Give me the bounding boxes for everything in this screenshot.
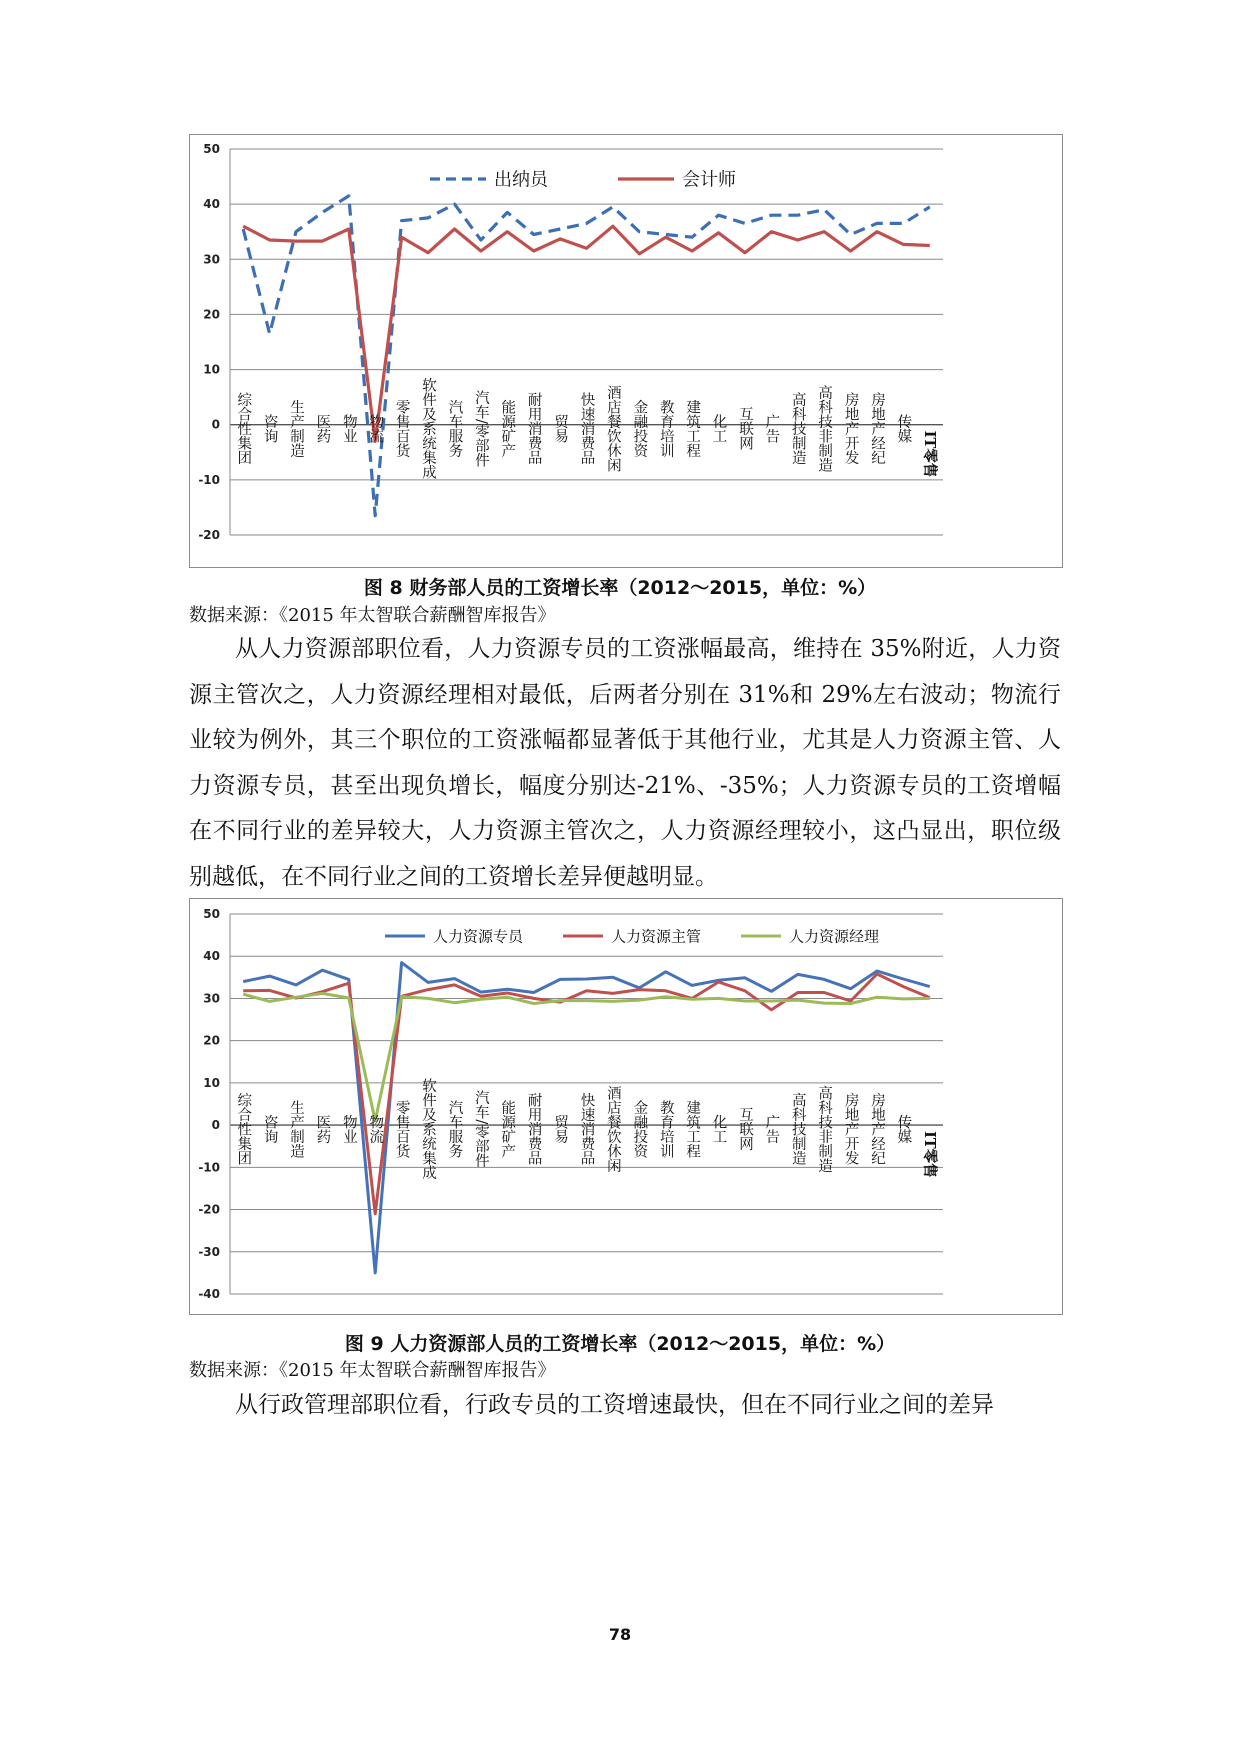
x-category-label: 物流: [367, 1114, 384, 1144]
x-category-label: 互联网: [736, 406, 753, 451]
x-category-label: 高科技制造: [789, 1092, 806, 1166]
line-chart-figure-8: [190, 135, 1062, 567]
page-number: 78: [608, 1625, 632, 1644]
x-category-label: IT零售: [920, 430, 938, 478]
x-category-label: 化工: [710, 414, 727, 444]
x-category-label: 医药: [314, 1114, 331, 1144]
x-category-label: IT零售: [920, 1131, 938, 1178]
chart-figure-8: [189, 134, 1063, 568]
legend-label: 人力资源经理: [789, 927, 880, 946]
x-category-label: 高科技非制造: [816, 385, 833, 473]
figure-8-caption: 图 8 财务部人员的工资增长率（2012～2015，单位：%）: [363, 577, 877, 599]
x-category-label: 教育培训: [657, 399, 674, 458]
y-tick-label: 40: [203, 197, 220, 212]
x-category-label: 汽车服务: [446, 399, 463, 458]
x-category-label: 耐用消费品: [525, 1092, 542, 1166]
x-category-label: 金融投资: [631, 1100, 648, 1159]
x-category-label: 传媒: [895, 1114, 912, 1144]
x-category-label: 高科技制造: [789, 392, 806, 465]
x-category-label: 广告: [763, 1114, 780, 1144]
body-paragraph-1: [189, 627, 1061, 900]
x-category-label: 房地产经纪: [868, 1092, 885, 1166]
y-tick-label: 20: [203, 307, 220, 322]
x-category-label: 能源矿产: [499, 1100, 516, 1159]
y-tick-label: -40: [198, 1287, 220, 1301]
y-tick-label: -20: [198, 528, 220, 542]
y-tick-label: 30: [203, 252, 220, 267]
y-tick-label: 50: [203, 907, 220, 921]
paragraph-2-text: 从行政管理部职位看，行政专员的工资增速最快，但在不同行业之间的差异: [235, 1392, 994, 1418]
x-category-label: 医药: [314, 414, 331, 444]
x-category-label: 酒店餐饮休闲: [604, 1085, 621, 1173]
y-tick-label: 10: [203, 362, 220, 377]
x-category-label: 房地产开发: [842, 1092, 859, 1166]
x-category-label: 广告: [763, 414, 780, 444]
x-category-label: 能源矿产: [499, 399, 516, 458]
figure-8-source: 数据来源：《2015 年太智联合薪酬智库报告》: [189, 605, 556, 626]
y-tick-label: 30: [203, 991, 220, 1006]
y-tick-label: -20: [198, 1202, 220, 1217]
x-category-label: 耐用消费品: [525, 392, 542, 465]
line-chart-figure-9: [190, 899, 1062, 1314]
x-category-label: 传媒: [895, 414, 912, 444]
x-category-label: 酒店餐饮休闲: [604, 385, 621, 473]
y-tick-label: 0: [211, 417, 220, 432]
x-category-label: 快速消费品: [578, 392, 595, 465]
x-category-label: 化工: [710, 1114, 727, 1144]
body-paragraph-2: [189, 1383, 1061, 1429]
x-category-label: 金融投资: [631, 399, 648, 458]
y-tick-label: 20: [203, 1033, 220, 1048]
x-category-label: 互联网: [736, 1107, 753, 1151]
y-tick-label: -30: [198, 1244, 220, 1259]
legend-label: 人力资源专员: [433, 927, 524, 946]
x-category-label: 建筑工程: [684, 1100, 701, 1159]
x-category-label: 生产制造: [288, 1100, 305, 1159]
x-category-label: 综合性集团: [235, 392, 252, 465]
x-category-label: 房地产经纪: [868, 392, 885, 465]
x-category-label: 物业: [340, 414, 357, 444]
chart-figure-9: [189, 898, 1063, 1315]
x-category-label: 物业: [340, 1114, 357, 1144]
x-category-label: 汽车服务: [446, 1100, 463, 1159]
figure-9-source: 数据来源：《2015 年太智联合薪酬智库报告》: [189, 1360, 556, 1381]
x-category-label: 快速消费品: [578, 1092, 595, 1166]
x-category-label: 贸易: [552, 1114, 569, 1144]
x-category-label: 建筑工程: [684, 399, 701, 458]
x-category-label: 综合性集团: [235, 1092, 252, 1166]
x-category-label: 咨询: [261, 414, 278, 444]
x-category-label: 零售百货: [393, 1100, 410, 1159]
x-category-label: 软件及系统集成: [420, 377, 437, 480]
x-category-label: 高科技非制造: [816, 1085, 833, 1173]
y-tick-label: -10: [198, 1160, 220, 1175]
legend-label: 会计师: [682, 169, 736, 191]
figure-9-caption: 图 9 人力资源部人员的工资增长率（2012～2015，单位：%）: [344, 1333, 896, 1355]
legend-label: 出纳员: [494, 169, 548, 191]
x-category-label: 咨询: [261, 1114, 278, 1144]
y-tick-label: -10: [198, 472, 220, 487]
y-tick-label: 40: [203, 949, 220, 964]
x-category-label: 汽车/零部件: [472, 390, 489, 468]
y-tick-label: 0: [211, 1118, 220, 1133]
x-category-label: 汽车/零部件: [472, 1090, 489, 1168]
y-tick-label: 10: [203, 1075, 220, 1090]
x-category-label: 贸易: [552, 414, 569, 444]
x-category-label: 软件及系统集成: [420, 1078, 437, 1180]
x-category-label: 房地产开发: [842, 392, 859, 465]
legend-label: 人力资源主管: [611, 927, 702, 946]
paragraph-1-text: 从人力资源部职位看，人力资源专员的工资涨幅最高，维持在 35%附近，人力资源主管次之，人力资源经理相对最低，后两者分别在 31%和 29%左右波动；物流行业较为例外，其三个职位的工资涨幅都显著低于其他行业，尤其是人力资源主管、人力资源专员，甚至出现负增长，幅度分别达-21%、-35%；人力资源专员的工资增幅在不同行业的差异较大，人力资源主管次之，人力资源经理较小，这凸显出，职位级别越低，在不同行业之间的工资增长差异便越明显。: [189, 636, 1061, 890]
x-category-label: 教育培训: [657, 1100, 674, 1159]
x-category-label: 生产制造: [288, 399, 305, 458]
y-tick-label: 50: [203, 142, 220, 156]
x-category-label: 零售百货: [393, 399, 410, 458]
x-category-label: 物流: [367, 414, 384, 444]
